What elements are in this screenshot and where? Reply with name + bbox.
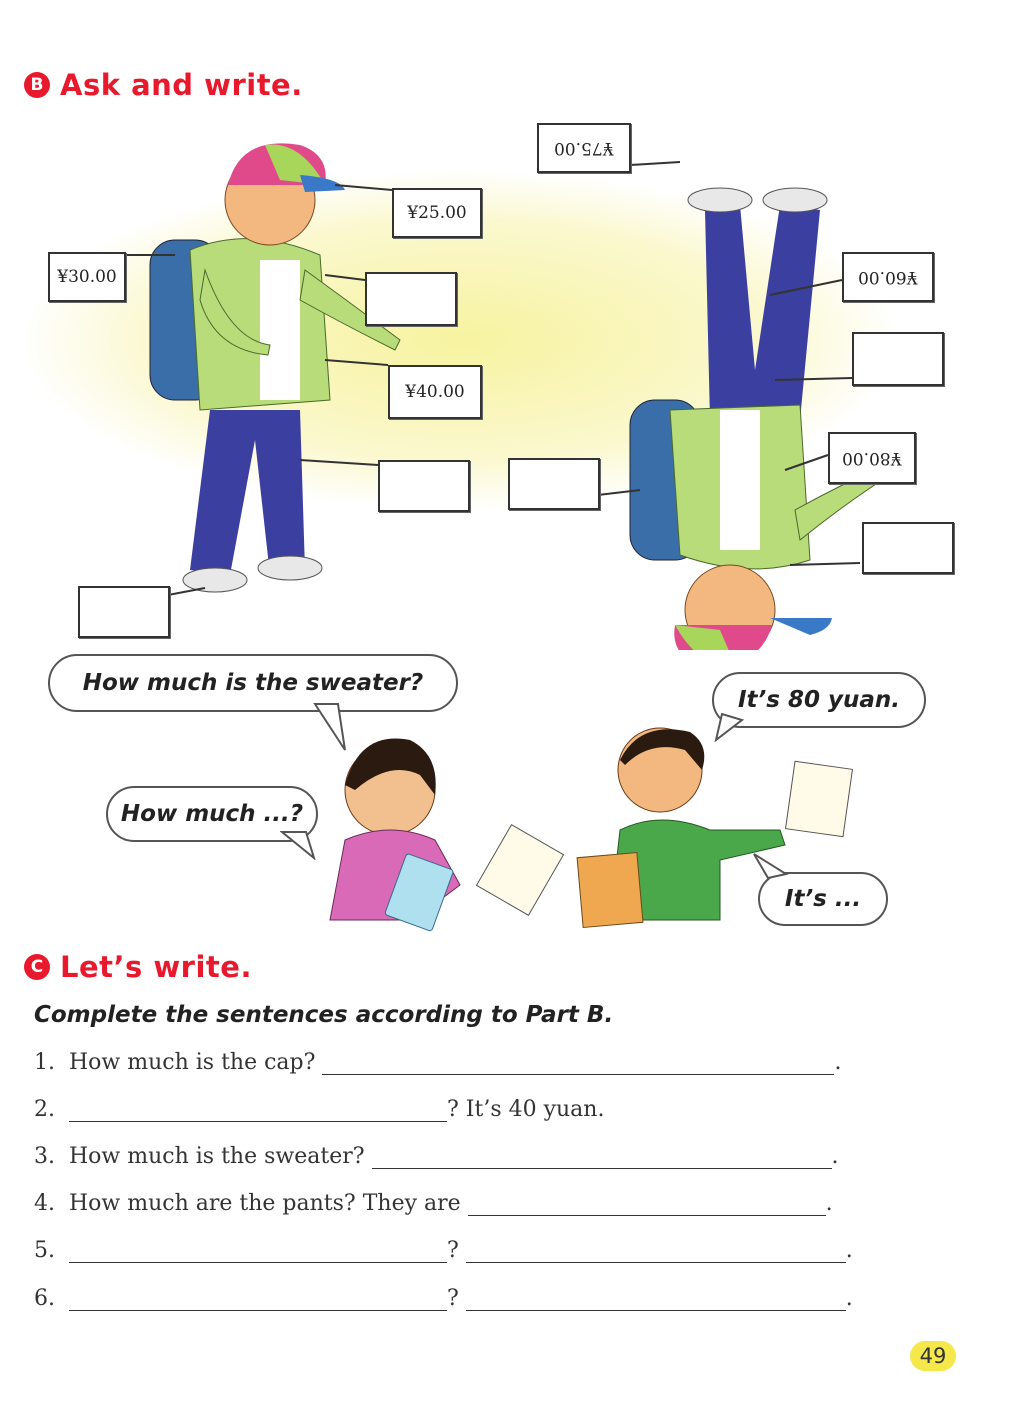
answer-blank-answer[interactable] xyxy=(466,1288,846,1311)
speech-bubble-question: How much is the sweater? xyxy=(48,654,458,712)
speech-bubble-answer: It’s 80 yuan. xyxy=(712,672,926,728)
exercise-text: How much is the sweater? xyxy=(69,1144,365,1169)
exercise-text: ? It’s 40 yuan. xyxy=(447,1097,605,1122)
price-tag-blank-shoes[interactable] xyxy=(78,586,170,638)
exercise-number: 3. xyxy=(34,1144,55,1169)
price-tag-blank-sweater[interactable] xyxy=(365,272,457,326)
answer-blank-answer[interactable] xyxy=(466,1240,846,1263)
price-tag-cap: ¥25.00 xyxy=(392,188,482,238)
section-b-badge: B xyxy=(24,72,50,98)
exercise-2 xyxy=(34,1097,604,1122)
exercise-number: 2. xyxy=(34,1097,55,1122)
price-tag-blank-inverted-cap[interactable] xyxy=(862,522,954,574)
exercise-5: 5. ? . xyxy=(34,1238,853,1263)
answer-blank[interactable] xyxy=(69,1099,447,1122)
answer-blank[interactable] xyxy=(372,1146,832,1169)
section-c-badge: C xyxy=(24,954,50,980)
girl-figure xyxy=(330,738,563,931)
exercise-number: 4. xyxy=(34,1191,55,1216)
exercise-3: 3. How much is the sweater? . xyxy=(34,1144,839,1169)
section-c-heading xyxy=(24,950,252,984)
price-tag-inverted-shoes: ¥75.00 xyxy=(537,123,631,173)
exercise-number: 6. xyxy=(34,1286,55,1311)
exercise-text: How much are the pants? They are xyxy=(69,1191,461,1216)
exercise-text: How much is the cap? xyxy=(69,1050,316,1075)
speech-tail-question xyxy=(310,702,350,752)
price-tag-blank-inverted-1[interactable] xyxy=(852,332,944,386)
speech-tail-prompt-question xyxy=(280,830,320,860)
answer-blank[interactable] xyxy=(468,1193,826,1216)
section-c-instruction: Complete the sentences according to Part B. xyxy=(34,1002,614,1028)
answer-blank-question[interactable] xyxy=(69,1288,447,1311)
price-tag-inverted-jacket: ¥80.00 xyxy=(828,432,916,484)
section-b-title: Ask and write. xyxy=(60,68,303,102)
section-b-heading xyxy=(24,68,303,102)
exercise-number: 5. xyxy=(34,1238,55,1263)
answer-blank[interactable] xyxy=(322,1052,834,1075)
exercise-4: 4. How much are the pants? They are . xyxy=(34,1191,833,1216)
speech-bubble-prompt-answer: It’s ... xyxy=(758,872,888,926)
speech-bubble-prompt-question: How much ...? xyxy=(106,786,318,842)
exercise-number: 1. xyxy=(34,1050,55,1075)
page-number: 49 xyxy=(910,1341,956,1371)
exercise-1: 1. How much is the cap? . xyxy=(34,1050,842,1075)
price-tag-blank-inverted-2[interactable] xyxy=(508,458,600,510)
price-tag-jacket: ¥40.00 xyxy=(388,365,482,419)
speech-tail-answer xyxy=(712,712,752,742)
section-c-title: Let’s write. xyxy=(60,950,252,984)
exercise-6: 6. ? . xyxy=(34,1286,853,1311)
price-tag-blank-pants[interactable] xyxy=(378,460,470,512)
price-tag-backpack: ¥30.00 xyxy=(48,252,126,302)
speech-tail-prompt-answer xyxy=(752,852,792,882)
price-tag-inverted-pants: ¥60.00 xyxy=(842,252,934,302)
answer-blank-question[interactable] xyxy=(69,1240,447,1263)
